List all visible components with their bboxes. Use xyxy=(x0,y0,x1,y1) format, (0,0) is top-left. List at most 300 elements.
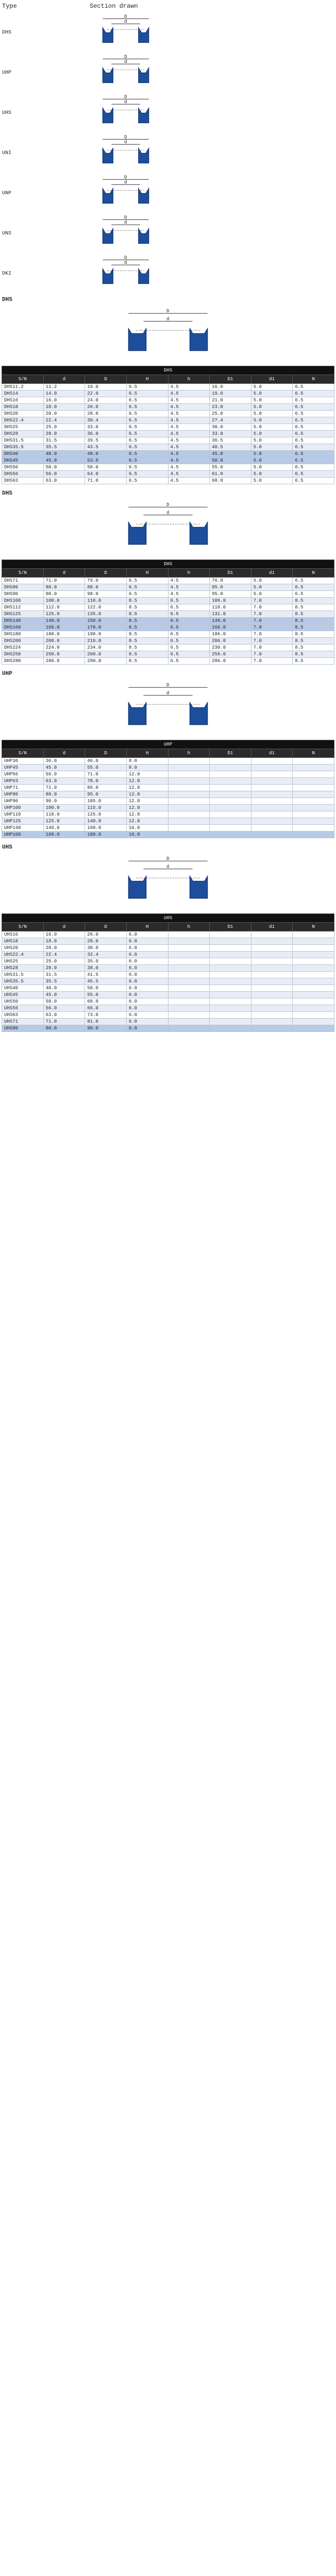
table-cell: 86.0 xyxy=(85,785,127,791)
table-cell: 5.0 xyxy=(251,397,293,404)
inner-dim-label: d xyxy=(166,316,170,322)
table-cell: DHS22.4 xyxy=(2,417,44,424)
table-cell: 8.5 xyxy=(293,638,334,645)
table-cell: 8.5 xyxy=(293,604,334,611)
table-cell: 18.0 xyxy=(43,404,85,411)
table-cell: 8.5 xyxy=(126,658,168,665)
table-cell: 6.5 xyxy=(293,584,334,591)
table-cell xyxy=(293,811,334,818)
table-cell: 43.5 xyxy=(85,444,127,451)
table-row xyxy=(2,437,334,444)
table-cell: 4.5 xyxy=(168,471,210,478)
table-cell xyxy=(293,945,334,952)
table-cell xyxy=(251,798,293,805)
table-cell xyxy=(293,785,334,791)
table-cell: 41.5 xyxy=(85,972,127,978)
table-cell: 5.0 xyxy=(251,384,293,391)
table-cell: 63.0 xyxy=(43,1012,85,1019)
table-cell xyxy=(293,825,334,832)
table-cell: UHP63 xyxy=(2,778,44,785)
table-cell: 160.0 xyxy=(43,624,85,631)
table-cell: 6.5 xyxy=(168,611,210,618)
table-row xyxy=(2,411,334,417)
table-cell: 150.0 xyxy=(85,618,127,624)
table-cell: 45.0 xyxy=(43,765,85,771)
table-row xyxy=(2,972,334,978)
table-cell: 85.0 xyxy=(210,584,251,591)
table-cell: 4.5 xyxy=(168,451,210,457)
table-cell: 6.5 xyxy=(168,624,210,631)
table-cell: 56.0 xyxy=(43,471,85,478)
table-cell: 6.5 xyxy=(168,618,210,624)
table-cell: 6.5 xyxy=(126,417,168,424)
column-header: S/N xyxy=(2,569,44,578)
table-cell: 125.0 xyxy=(43,818,85,825)
table-cell xyxy=(210,931,251,938)
table-cell: 135.0 xyxy=(85,611,127,618)
table-cell: 5.0 xyxy=(251,457,293,464)
table-cell: 6.0 xyxy=(126,998,168,1005)
overview-row-unp xyxy=(0,173,336,213)
overview-row-uni xyxy=(0,133,336,173)
table-cell: 16.0 xyxy=(126,832,168,838)
table-cell: UHS56 xyxy=(2,1005,44,1012)
table-cell xyxy=(251,1012,293,1019)
inner-dim-label: d xyxy=(124,19,127,25)
table-cell: 12.0 xyxy=(126,771,168,778)
section-title: UHS xyxy=(2,844,12,851)
table-cell xyxy=(251,785,293,791)
table-cell xyxy=(168,1012,210,1019)
table-cell xyxy=(293,965,334,972)
table-cell: 38.0 xyxy=(85,965,127,972)
table-cell: UHS35.5 xyxy=(2,978,44,985)
table-cell: 106.0 xyxy=(210,598,251,604)
table-cell: 35.5 xyxy=(43,978,85,985)
table-cell: DHS280 xyxy=(2,658,44,665)
seal-profile xyxy=(190,702,208,725)
table-cell xyxy=(293,758,334,765)
table-cell xyxy=(210,1005,251,1012)
table-cell: 76.0 xyxy=(210,578,251,584)
table-cell: 50.0 xyxy=(43,998,85,1005)
outer-dim-label: D xyxy=(124,95,127,100)
table-cell: 71.0 xyxy=(85,771,127,778)
table-cell: UHS18 xyxy=(2,938,44,945)
table-cell: DHS18 xyxy=(2,404,44,411)
table-cell: 56.0 xyxy=(43,1005,85,1012)
table-cell xyxy=(210,998,251,1005)
table-cell: 4.5 xyxy=(168,457,210,464)
seal-profile xyxy=(128,522,146,545)
table-cell xyxy=(210,992,251,998)
table-cell: 73.0 xyxy=(85,1012,127,1019)
table-cell: 180.0 xyxy=(85,832,127,838)
table-row xyxy=(2,431,334,437)
table-row xyxy=(2,391,334,397)
table-cell: 60.0 xyxy=(85,998,127,1005)
seal-type-code: DHS xyxy=(2,29,12,36)
table-cell: 66.0 xyxy=(85,1005,127,1012)
table-row xyxy=(2,771,334,778)
table-cell xyxy=(210,758,251,765)
table-cell: 6.5 xyxy=(293,404,334,411)
column-header: H xyxy=(126,569,168,578)
table-cell: 160.0 xyxy=(85,825,127,832)
table-cell xyxy=(293,818,334,825)
table-cell xyxy=(251,805,293,811)
table-row xyxy=(2,618,334,624)
table-cell xyxy=(293,832,334,838)
table-cell: 6.5 xyxy=(293,391,334,397)
table-cell: 8.5 xyxy=(126,638,168,645)
table-cell: 4.5 xyxy=(168,424,210,431)
table-cell: 6.5 xyxy=(126,404,168,411)
table-cell: 6.5 xyxy=(293,397,334,404)
seal-section-drawing xyxy=(90,14,162,50)
table-cell: 63.0 xyxy=(43,778,85,785)
table-cell xyxy=(251,931,293,938)
table-cell: 286.0 xyxy=(210,658,251,665)
table-cell: 4.5 xyxy=(168,397,210,404)
section-title: UHP xyxy=(2,671,12,677)
table-cell xyxy=(168,832,210,838)
table-cell: 14.0 xyxy=(43,391,85,397)
table-row xyxy=(2,384,334,391)
table-cell xyxy=(168,952,210,958)
table-cell: 234.0 xyxy=(85,645,127,651)
table-row xyxy=(2,811,334,818)
table-cell: UHP160 xyxy=(2,832,44,838)
table-cell: 48.0 xyxy=(85,451,127,457)
column-header: S/N xyxy=(2,923,44,931)
table-cell: 55.0 xyxy=(210,464,251,471)
table-cell: 5.0 xyxy=(251,417,293,424)
table-cell: 5.0 xyxy=(251,464,293,471)
table-cell: UHP71 xyxy=(2,785,44,791)
table-cell xyxy=(168,992,210,998)
table-cell: 4.5 xyxy=(168,431,210,437)
table-cell: 6.0 xyxy=(126,985,168,992)
table-cell xyxy=(168,771,210,778)
seal-profile xyxy=(128,876,146,899)
table-cell xyxy=(293,958,334,965)
table-cell: 6.0 xyxy=(126,978,168,985)
table-cell: 45.0 xyxy=(210,451,251,457)
seal-type-code: DKI xyxy=(2,270,12,277)
table-cell: 8.5 xyxy=(293,598,334,604)
table-cell: 12.0 xyxy=(126,791,168,798)
table-cell: 45.0 xyxy=(43,457,85,464)
table-cell: 95.0 xyxy=(210,591,251,598)
table-cell: UHP80 xyxy=(2,791,44,798)
table-cell: 6.5 xyxy=(293,411,334,417)
column-header: d xyxy=(43,375,85,384)
table-cell: 6.5 xyxy=(168,631,210,638)
table-cell: DHS140 xyxy=(2,618,44,624)
table-cell: UHS20 xyxy=(2,945,44,952)
table-cell: 12.0 xyxy=(126,778,168,785)
table-cell: 4.5 xyxy=(168,417,210,424)
table-row xyxy=(2,1025,334,1032)
column-header: S/N xyxy=(2,749,44,758)
table-cell: 50.0 xyxy=(85,985,127,992)
table-cell: DHS20 xyxy=(2,411,44,417)
table-cell xyxy=(168,825,210,832)
table-cell: 28.0 xyxy=(85,938,127,945)
table-cell: DHS11.2 xyxy=(2,384,44,391)
table-cell: DHS25 xyxy=(2,424,44,431)
table-cell: 55.0 xyxy=(85,992,127,998)
dimension-table xyxy=(2,366,334,484)
table-row xyxy=(2,958,334,965)
table-cell xyxy=(210,805,251,811)
table-cell: 6.5 xyxy=(126,584,168,591)
table-cell: DHS112 xyxy=(2,604,44,611)
table-cell: 28.0 xyxy=(43,965,85,972)
table-cell: 4.5 xyxy=(168,478,210,484)
table-row xyxy=(2,424,334,431)
table-row xyxy=(2,591,334,598)
seal-type-code: UNI xyxy=(2,150,12,156)
table-row xyxy=(2,832,334,838)
table-cell: 6.5 xyxy=(126,411,168,417)
table-cell: 4.5 xyxy=(168,464,210,471)
table-cell: 6.0 xyxy=(126,958,168,965)
table-cell: 24.0 xyxy=(85,397,127,404)
table-cell xyxy=(168,945,210,952)
column-header: S/N xyxy=(2,375,44,384)
table-cell: 90.0 xyxy=(85,1025,127,1032)
table-cell xyxy=(210,952,251,958)
column-header: H xyxy=(126,923,168,931)
table-cell: 88.0 xyxy=(85,584,127,591)
table-cell: 6.0 xyxy=(126,992,168,998)
table-cell xyxy=(251,972,293,978)
dimension-table xyxy=(2,560,334,665)
table-cell: 45.0 xyxy=(43,992,85,998)
table-cell: DHS90 xyxy=(2,591,44,598)
table-cell xyxy=(168,1019,210,1025)
table-cell xyxy=(251,832,293,838)
table-cell: 78.0 xyxy=(85,778,127,785)
table-cell: 19.0 xyxy=(85,384,127,391)
table-cell xyxy=(210,1025,251,1032)
column-header: D xyxy=(85,749,127,758)
table-cell xyxy=(210,798,251,805)
table-cell: 5.0 xyxy=(251,471,293,478)
table-row xyxy=(2,611,334,618)
table-row xyxy=(2,645,334,651)
table-row xyxy=(2,791,334,798)
table-row xyxy=(2,805,334,811)
table-row xyxy=(2,578,334,584)
table-cell: 46.0 xyxy=(85,758,127,765)
table-cell: 6.0 xyxy=(126,972,168,978)
table-cell: 8.5 xyxy=(293,618,334,624)
seal-type-code: UHP xyxy=(2,70,12,76)
table-cell: 5.0 xyxy=(251,591,293,598)
table-row xyxy=(2,658,334,665)
table-cell: 33.0 xyxy=(210,431,251,437)
table-cell xyxy=(210,972,251,978)
table-cell: 7.0 xyxy=(251,645,293,651)
table-row xyxy=(2,825,334,832)
table-cell: 206.0 xyxy=(210,638,251,645)
table-cell: 7.0 xyxy=(251,624,293,631)
table-cell: 30.0 xyxy=(85,945,127,952)
table-cell: 6.5 xyxy=(293,578,334,584)
table-cell xyxy=(293,765,334,771)
table-cell xyxy=(168,765,210,771)
table-cell xyxy=(251,771,293,778)
table-cell: 28.0 xyxy=(43,431,85,437)
table-row xyxy=(2,444,334,451)
table-cell xyxy=(251,958,293,965)
column-header: D1 xyxy=(210,569,251,578)
table-cell: 6.5 xyxy=(126,478,168,484)
table-cell xyxy=(168,1005,210,1012)
table-row xyxy=(2,638,334,645)
table-cell xyxy=(168,938,210,945)
table-cell: 100.0 xyxy=(43,598,85,604)
table-cell: DHS50 xyxy=(2,464,44,471)
table-row xyxy=(2,478,334,484)
table-cell: 8.0 xyxy=(126,765,168,771)
table-row xyxy=(2,798,334,805)
table-cell xyxy=(293,938,334,945)
table-cell: 8.0 xyxy=(126,758,168,765)
table-cell: 8.5 xyxy=(293,658,334,665)
table-cell: DHS16 xyxy=(2,397,44,404)
table-cell: 50.0 xyxy=(43,464,85,471)
table-cell: 4.5 xyxy=(168,578,210,584)
table-row xyxy=(2,818,334,825)
table-cell: 50.0 xyxy=(210,457,251,464)
table-cell: UHS28 xyxy=(2,965,44,972)
table-cell: 6.5 xyxy=(293,478,334,484)
table-row xyxy=(2,457,334,464)
table-cell: 6.5 xyxy=(126,384,168,391)
table-cell xyxy=(293,931,334,938)
table-cell: 6.5 xyxy=(293,464,334,471)
table-cell: 22.0 xyxy=(85,391,127,397)
table-cell xyxy=(210,825,251,832)
inner-dim-label: d xyxy=(166,864,170,870)
table-cell: 33.0 xyxy=(85,424,127,431)
table-row xyxy=(2,417,334,424)
inner-dim-label: d xyxy=(124,220,127,226)
section-drawing xyxy=(0,498,336,560)
section-drawing xyxy=(0,304,336,366)
table-row xyxy=(2,765,334,771)
type-column-label: Type xyxy=(2,3,17,10)
table-cell xyxy=(251,985,293,992)
table-cell: UHP140 xyxy=(2,825,44,832)
table-cell: 105.0 xyxy=(85,798,127,805)
table-row xyxy=(2,404,334,411)
table-cell: 125.0 xyxy=(85,811,127,818)
table-cell: DHS80 xyxy=(2,584,44,591)
table-cell: 4.5 xyxy=(168,411,210,417)
table-cell: 6.5 xyxy=(126,457,168,464)
table-cell: 64.0 xyxy=(85,471,127,478)
table-cell: DHS56 xyxy=(2,471,44,478)
table-cell: 68.0 xyxy=(210,478,251,484)
seal-section-drawing xyxy=(90,256,162,292)
table-cell xyxy=(251,765,293,771)
column-header: D1 xyxy=(210,375,251,384)
table-cell: UHP56 xyxy=(2,771,44,778)
seal-profile xyxy=(128,328,146,351)
seal-type-code: UNS xyxy=(2,230,12,236)
table-cell: 115.0 xyxy=(85,805,127,811)
table-row xyxy=(2,397,334,404)
table-cell: 8.5 xyxy=(126,624,168,631)
dimension-sections xyxy=(0,294,336,1032)
table-cell: DHS125 xyxy=(2,611,44,618)
table-row xyxy=(2,785,334,791)
table-cell: 8.5 xyxy=(126,645,168,651)
outer-dim-label: D xyxy=(166,856,170,862)
table-cell: 31.5 xyxy=(43,437,85,444)
table-cell: 5.0 xyxy=(251,411,293,417)
seal-section-drawing xyxy=(90,175,162,211)
seal-type-code: UNP xyxy=(2,190,12,196)
table-cell: 6.0 xyxy=(126,931,168,938)
table-cell: 256.0 xyxy=(210,651,251,658)
table-cell xyxy=(251,1005,293,1012)
table-cell: 28.0 xyxy=(85,411,127,417)
table-cell: 35.5 xyxy=(43,444,85,451)
table-cell: 25.0 xyxy=(210,411,251,417)
table-cell: 260.0 xyxy=(85,651,127,658)
table-cell: UHP125 xyxy=(2,818,44,825)
table-cell: 16.0 xyxy=(126,825,168,832)
table-cell: 6.5 xyxy=(126,424,168,431)
table-cell xyxy=(168,965,210,972)
table-cell: 118.0 xyxy=(210,604,251,611)
table-cell: 280.0 xyxy=(43,658,85,665)
table-cell xyxy=(293,978,334,985)
column-header: H xyxy=(126,749,168,758)
table-cell xyxy=(293,1005,334,1012)
table-row xyxy=(2,584,334,591)
table-cell: 160.0 xyxy=(43,832,85,838)
table-cell: 26.0 xyxy=(85,404,127,411)
table-cell: UHS50 xyxy=(2,998,44,1005)
table-cell: 20.0 xyxy=(43,945,85,952)
table-cell xyxy=(210,811,251,818)
table-cell: 6.5 xyxy=(168,638,210,645)
table-cell: 25.0 xyxy=(43,958,85,965)
table-cell xyxy=(251,778,293,785)
table-cell: DHS100 xyxy=(2,598,44,604)
table-cell: 23.0 xyxy=(210,404,251,411)
table-cell: 190.0 xyxy=(85,631,127,638)
table-cell: 6.0 xyxy=(126,1012,168,1019)
table-row xyxy=(2,464,334,471)
table-title: UHS xyxy=(2,914,334,923)
table-cell: 200.0 xyxy=(43,638,85,645)
inner-dim-label: d xyxy=(124,260,127,266)
seal-section-drawing xyxy=(106,500,230,557)
table-cell xyxy=(293,972,334,978)
table-cell: UHS16 xyxy=(2,931,44,938)
table-cell xyxy=(210,1019,251,1025)
overview-row-uhs xyxy=(0,93,336,133)
table-row xyxy=(2,758,334,765)
